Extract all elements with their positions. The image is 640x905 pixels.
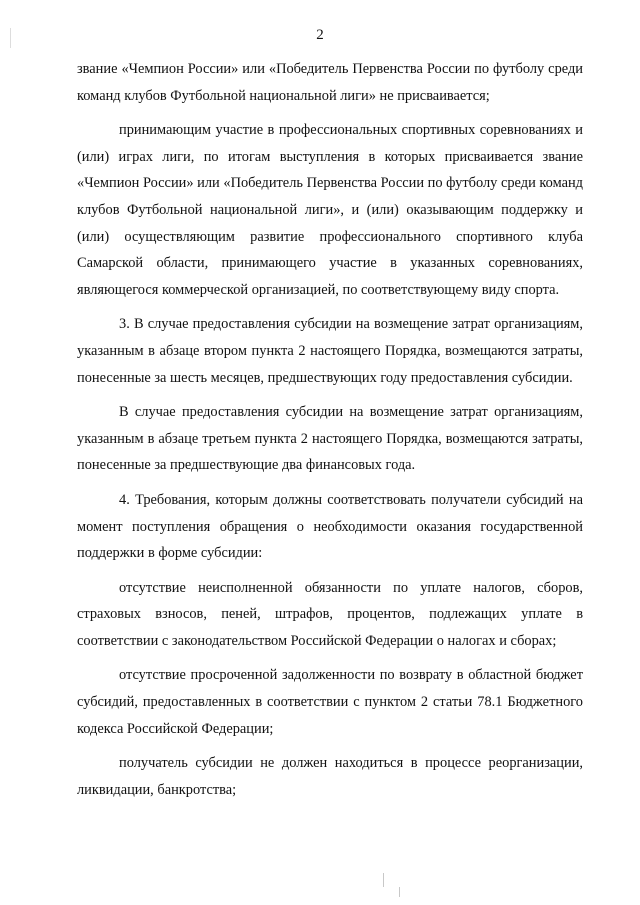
paragraph-clause-3-second: В случае предоставления субсидии на возмещение затрат организациям, указанным в абзаце третьем пункта 2 настоящего Порядка, возмещаются затраты, понесенные за предшествующие два финансовых года. bbox=[77, 404, 583, 474]
paragraph-tax-obligations: отсутствие неисполненной обязанности по уплате налогов, сборов, страховых взносов, пеней, штрафов, процентов, подлежащих уплате в соответствии с законодательством Российской Федерации о налогах и сборах; bbox=[77, 579, 583, 649]
scan-artifact-mark bbox=[10, 28, 11, 48]
paragraph-reorganization: получатель субсидии не должен находиться в процессе реорганизации, ликвидации, банкротства; bbox=[77, 755, 583, 798]
paragraph-clause-3: 3. В случае предоставления субсидии на возмещение затрат организациям, указанным в абзаце втором пункта 2 настоящего Порядка, возмещаются затраты, понесенные за шесть месяцев, предшествующих году предоставления субсидии. bbox=[77, 316, 583, 386]
scan-artifact-mark bbox=[399, 887, 400, 897]
page-number: 2 bbox=[316, 27, 324, 43]
paragraph-budget-debt: отсутствие просроченной задолженности по возврату в областной бюджет субсидий, предоставленных в соответствии с пунктом 2 статьи 78.1 Бюджетного кодекса Российской Федерации; bbox=[77, 667, 583, 737]
document-body bbox=[77, 56, 583, 811]
paragraph-participants: принимающим участие в профессиональных спортивных соревнованиях и (или) играх лиги, по итогам выступления в которых присваивается звание «Чемпион России» или «Победитель Первенства России по футболу среди команд клубов Футбольной национальной лиги», и (или) оказывающим поддержку и (или) осуществляющим развитие профессионального спортивного клуба Самарской области, принимающего участие в указанных соревнованиях, являющегося коммерческой организацией, по соответствующему виду спорта. bbox=[77, 122, 583, 298]
paragraph-title-clause: звание «Чемпион России» или «Победитель Первенства России по футболу среди команд клубов Футбольной национальной лиги» не присваивается; bbox=[77, 61, 583, 104]
scan-artifact-mark bbox=[383, 873, 384, 887]
paragraph-clause-4: 4. Требования, которым должны соответствовать получатели субсидий на момент поступления обращения о необходимости оказания государственной поддержки в форме субсидии: bbox=[77, 491, 583, 562]
